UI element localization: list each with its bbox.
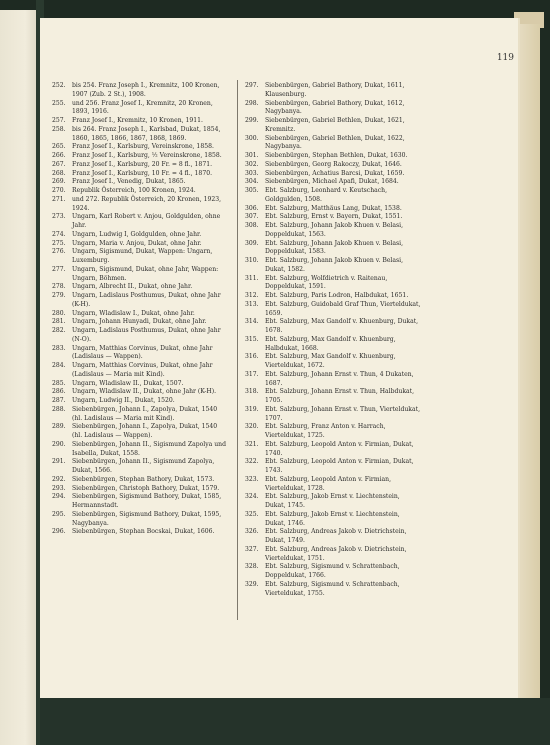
entry-number: 317. bbox=[245, 370, 259, 378]
entry-text: Siebenbürgen, Stephan Bathory, Dukat, 1573. bbox=[72, 475, 215, 483]
entry-text: Siebenbürgen, Georg Rakoczy, Dukat, 1646. bbox=[265, 160, 402, 168]
catalog-entry bbox=[52, 196, 228, 214]
catalog-entry bbox=[245, 187, 421, 205]
catalog-entry bbox=[52, 292, 228, 310]
catalog-entry bbox=[52, 493, 228, 511]
entry-number: 295. bbox=[52, 510, 66, 518]
catalog-entry bbox=[245, 117, 421, 135]
entry-number: 310. bbox=[245, 257, 259, 264]
entry-number: 273. bbox=[52, 213, 66, 221]
entry-number: 252. bbox=[52, 82, 66, 89]
page-number: 119 bbox=[496, 53, 514, 63]
entry-text: Ungarn, Wladislaw II., Dukat, ohne Jahr (K-H). bbox=[72, 388, 217, 396]
entry-number: 289. bbox=[52, 423, 66, 431]
entry-text: und 256. Franz Josef I., Kremnitz, 20 Kronen, 1893, 1916. bbox=[72, 99, 213, 116]
catalog-entry bbox=[52, 283, 228, 292]
entry-number: 313. bbox=[245, 300, 259, 308]
catalog-entry bbox=[52, 126, 228, 144]
entry-number: 325. bbox=[245, 510, 259, 518]
entry-text: Ebt. Salzburg, Leopold Anton v. Firmian, Dukat, 1743. bbox=[265, 458, 414, 474]
entry-number: 322. bbox=[245, 458, 259, 466]
entry-number: 305. bbox=[245, 187, 259, 194]
entry-number: 296. bbox=[52, 528, 66, 536]
catalog-entry bbox=[52, 231, 228, 240]
catalog-entry bbox=[52, 397, 228, 406]
entry-number: 278. bbox=[52, 283, 66, 291]
catalog-entry bbox=[52, 441, 228, 459]
table-surface bbox=[40, 698, 550, 745]
entry-number: 286. bbox=[52, 388, 66, 396]
catalog-entry bbox=[52, 213, 228, 231]
catalog-entry bbox=[245, 205, 421, 214]
entry-text: Franz Josef I., Kremnitz, 10 Kronen, 1911. bbox=[72, 117, 203, 124]
entry-number: 316. bbox=[245, 353, 259, 361]
entry-text: Ebt. Salzburg, Johann Ernst v. Thun, Vierteldukat, 1707. bbox=[265, 405, 421, 422]
entry-text: Ungarn, Ludwig II., Dukat, 1520. bbox=[72, 397, 175, 404]
entry-text: Ungarn, Ludwig I, Goldgulden, ohne Jahr. bbox=[72, 230, 202, 238]
entry-number: 301. bbox=[245, 152, 259, 159]
entry-number: 312. bbox=[245, 292, 259, 299]
entry-number: 293. bbox=[52, 484, 66, 492]
entry-text: Ungarn, Sigismund, Dukat, Wappen: Ungarn, Luxemburg. bbox=[72, 248, 213, 264]
entry-text: Franz Josef I., Karlsburg, 20 Fr. = 8 fl., 1871. bbox=[72, 160, 213, 168]
catalog-entry bbox=[245, 161, 421, 170]
catalog-entry bbox=[52, 178, 228, 187]
entry-number: 267. bbox=[52, 160, 66, 168]
entry-number: 307. bbox=[245, 213, 259, 221]
catalog-entry bbox=[245, 170, 421, 179]
catalog-entry bbox=[52, 406, 228, 424]
catalog-entry bbox=[245, 493, 421, 511]
entry-text: Siebenbürgen, Stephan Bethlen, Dukat, 1630. bbox=[265, 152, 408, 159]
catalog-entry bbox=[245, 441, 421, 459]
entry-number: 319. bbox=[245, 405, 259, 413]
entry-text: Ebt. Salzburg, Max Gandolf v. Khuenburg, Vierteldukat, 1672. bbox=[265, 353, 396, 369]
entry-text: Ungarn, Johann Hunyadi, Dukat, ohne Jahr. bbox=[72, 318, 207, 326]
entry-number: 283. bbox=[52, 344, 66, 352]
page-stack-edge bbox=[518, 24, 540, 704]
entry-text: Franz Josef I., Venedig, Dukat, 1865. bbox=[72, 178, 186, 186]
entry-text: Ebt. Salzburg, Johann Ernst v. Thun, 4 Dukaten, 1687. bbox=[265, 370, 414, 387]
entry-number: 255. bbox=[52, 99, 66, 107]
catalog-entry bbox=[52, 362, 228, 380]
entry-text: Ebt. Salzburg, Andreas Jakob v. Dietrichstein, Dukat, 1749. bbox=[265, 528, 407, 544]
catalog-entry bbox=[52, 117, 228, 126]
entry-number: 287. bbox=[52, 397, 66, 404]
entry-number: 309. bbox=[245, 239, 259, 247]
catalog-entry bbox=[52, 485, 228, 494]
entry-number: 279. bbox=[52, 292, 66, 299]
entry-number: 303. bbox=[245, 169, 259, 177]
entry-text: Siebenbürgen, Johann II., Sigismund Zapolya und Isabella, Dukat, 1558. bbox=[72, 440, 227, 457]
entry-text: Siebenbürgen, Gabriel Bathory, Dukat, 1612, Nagybanya. bbox=[265, 99, 405, 116]
catalog-entry bbox=[52, 476, 228, 485]
catalog-entry bbox=[245, 528, 421, 546]
entry-text: Siebenbürgen, Michael Apafi, Dukat, 1684. bbox=[265, 178, 399, 186]
entry-number: 281. bbox=[52, 318, 66, 326]
entry-text: Siebenbürgen, Christoph Bathory, Dukat, 1579. bbox=[72, 484, 220, 492]
entry-text: Franz Josef I., Karlsburg, 10 Fr. = 4 fl., 1870. bbox=[72, 169, 213, 177]
entry-number: 324. bbox=[245, 493, 259, 501]
entry-number: 257. bbox=[52, 117, 66, 124]
entry-text: Ungarn, Ladislaus Posthumus, Dukat, ohne Jahr (N-O). bbox=[72, 327, 221, 343]
catalog-entry bbox=[245, 458, 421, 476]
catalog-entry bbox=[52, 82, 228, 100]
entry-text: Siebenbürgen, Johann II., Sigismund Zapolya, Dukat, 1566. bbox=[72, 458, 215, 474]
catalog-entry bbox=[245, 178, 421, 187]
entry-number: 329. bbox=[245, 580, 259, 588]
entry-number: 304. bbox=[245, 178, 259, 186]
catalog-entry bbox=[52, 152, 228, 161]
entry-text: Ungarn, Matthias Corvinus, Dukat, ohne Jahr (Ladislaus — Wappen). bbox=[72, 344, 213, 361]
entry-text: Siebenbürgen, Johann I., Zapolya, Dukat, 1540 (hl. Ladislaus — Maria mit Kind). bbox=[72, 405, 218, 422]
entry-text: Siebenbürgen, Gabriel Bathory, Dukat, 1611, Klausenburg. bbox=[265, 82, 405, 98]
entry-number: 280. bbox=[52, 309, 66, 317]
catalog-entry bbox=[52, 187, 228, 196]
catalog-entry bbox=[245, 100, 421, 118]
catalog-entry bbox=[245, 353, 421, 371]
entry-text: Ebt. Salzburg, Max Gandolf v. Khuenburg, Halbdukat, 1668. bbox=[265, 335, 396, 352]
entry-number: 327. bbox=[245, 545, 259, 553]
entry-text: Ebt. Salzburg, Ernst v. Bayern, Dukat, 1551. bbox=[265, 213, 403, 221]
catalog-entry bbox=[245, 240, 421, 258]
entry-number: 306. bbox=[245, 204, 259, 212]
entry-text: Ebt. Salzburg, Franz Anton v. Harrach, Vierteldukat, 1725. bbox=[265, 423, 386, 439]
entry-text: Ebt. Salzburg, Max Gandolf v. Khuenburg, Dukat, 1678. bbox=[265, 318, 419, 334]
entry-text: Ebt. Salzburg, Wolfdietrich v. Raitenau, Doppeldukat, 1591. bbox=[265, 274, 388, 291]
entry-number: 323. bbox=[245, 475, 259, 483]
catalog-entry bbox=[245, 222, 421, 240]
catalog-entry bbox=[245, 257, 421, 275]
entry-number: 269. bbox=[52, 178, 66, 186]
catalog-entry bbox=[245, 581, 421, 599]
entry-number: 315. bbox=[245, 335, 259, 343]
entry-number: 311. bbox=[245, 274, 259, 282]
catalog-entry bbox=[245, 135, 421, 153]
catalog-entry bbox=[52, 528, 228, 537]
entry-text: Ebt. Salzburg, Johann Jakob Khuen v. Belasi, Doppeldukat, 1583. bbox=[265, 239, 404, 256]
entry-text: Ebt. Salzburg, Sigismund v. Schrattenbach, Doppeldukat, 1766. bbox=[265, 563, 400, 579]
entry-number: 265. bbox=[52, 143, 66, 151]
entry-text: Ebt. Salzburg, Paris Lodron, Halbdukat, 1651. bbox=[265, 292, 409, 299]
entry-text: Ebt. Salzburg, Andreas Jakob v. Dietrichstein, Vierteldukat, 1751. bbox=[265, 545, 407, 562]
entry-text: und 272. Republik Österreich, 20 Kronen, 1923, 1924. bbox=[72, 195, 222, 212]
entry-number: 320. bbox=[245, 423, 259, 431]
entry-text: Republik Österreich, 100 Kronen, 1924. bbox=[72, 187, 196, 194]
entry-text: Ungarn, Wladislaw II., Dukat, 1507. bbox=[72, 379, 184, 387]
entry-number: 282. bbox=[52, 327, 66, 334]
catalog-entry bbox=[52, 100, 228, 118]
entry-number: 290. bbox=[52, 440, 66, 448]
entry-number: 302. bbox=[245, 160, 259, 168]
entry-number: 285. bbox=[52, 379, 66, 387]
entry-number: 292. bbox=[52, 475, 66, 483]
entry-text: Ebt. Salzburg, Johann Jakob Khuen v. Belasi, Doppeldukat, 1563. bbox=[265, 222, 404, 238]
entry-text: Ungarn, Karl Robert v. Anjou, Goldgulden, ohne Jahr. bbox=[72, 213, 221, 229]
catalog-entry bbox=[52, 266, 228, 284]
entry-number: 326. bbox=[245, 528, 259, 536]
catalog-entry bbox=[52, 458, 228, 476]
catalog-entry bbox=[245, 423, 421, 441]
entry-text: Siebenbürgen, Achatius Barcsi, Dukat, 1659. bbox=[265, 169, 405, 177]
entry-text: Ebt. Salzburg, Guidobald Graf Thun, Vierteldukat, 1659. bbox=[265, 300, 421, 317]
entry-number: 299. bbox=[245, 117, 259, 124]
catalog-entry bbox=[52, 161, 228, 170]
catalog-entry bbox=[245, 511, 421, 529]
catalog-entry bbox=[52, 170, 228, 179]
catalog-entry bbox=[52, 380, 228, 389]
catalog-entry bbox=[245, 301, 421, 319]
entry-number: 294. bbox=[52, 493, 66, 501]
entry-text: Siebenbürgen, Sigismund Bathory, Dukat, 1585, Hermannstadt. bbox=[72, 493, 222, 509]
catalog-entry bbox=[52, 143, 228, 152]
entry-number: 258. bbox=[52, 125, 66, 133]
catalog-entry bbox=[245, 476, 421, 494]
catalog-entry bbox=[52, 327, 228, 345]
entry-number: 268. bbox=[52, 169, 66, 177]
entry-number: 284. bbox=[52, 362, 66, 369]
entry-number: 291. bbox=[52, 458, 66, 466]
entry-text: Ungarn, Matthias Corvinus, Dukat, ohne Jahr (Ladislaus — Maria mit Kind). bbox=[72, 362, 213, 378]
entry-number: 321. bbox=[245, 440, 259, 448]
entry-number: 298. bbox=[245, 99, 259, 107]
catalog-entry bbox=[52, 240, 228, 249]
catalog-entry bbox=[245, 152, 421, 161]
entry-number: 275. bbox=[52, 239, 66, 247]
entry-number: 277. bbox=[52, 265, 66, 273]
entry-number: 270. bbox=[52, 187, 66, 194]
entry-text: Ebt. Salzburg, Jakob Ernst v. Liechtenstein, Dukat, 1746. bbox=[265, 510, 400, 527]
entry-text: Ebt. Salzburg, Johann Jakob Khuen v. Belasi, Dukat, 1582. bbox=[265, 257, 404, 273]
entry-text: Ungarn, Wladislaw I., Dukat, ohne Jahr. bbox=[72, 309, 195, 317]
entry-text: Ebt. Salzburg, Johann Ernst v. Thun, Halbdukat, 1705. bbox=[265, 388, 415, 404]
catalog-entry bbox=[52, 511, 228, 529]
entry-text: Ungarn, Maria v. Anjou, Dukat, ohne Jahr. bbox=[72, 239, 202, 247]
catalog-entry bbox=[52, 345, 228, 363]
entry-text: Siebenbürgen, Stephan Bocskai, Dukat, 1606. bbox=[72, 528, 215, 536]
catalog-entry bbox=[245, 563, 421, 581]
catalog-entry bbox=[245, 318, 421, 336]
entry-number: 314. bbox=[245, 318, 259, 326]
catalog-entry bbox=[245, 275, 421, 293]
entry-number: 271. bbox=[52, 195, 66, 203]
column-divider bbox=[237, 80, 238, 620]
entry-number: 308. bbox=[245, 222, 259, 229]
catalog-entry bbox=[52, 318, 228, 327]
entry-text: Siebenbürgen, Sigismund Bathory, Dukat, 1595, Nagybanya. bbox=[72, 510, 222, 527]
entry-text: Siebenbürgen, Johann I., Zapolya, Dukat, 1540 (hl. Ladislaus — Wappen). bbox=[72, 423, 218, 439]
entry-text: Ungarn, Ladislaus Posthumus, Dukat, ohne Jahr (K-H). bbox=[72, 292, 221, 308]
entry-number: 288. bbox=[52, 405, 66, 413]
catalog-entry bbox=[245, 546, 421, 564]
entry-text: Ungarn, Sigismund, Dukat, ohne Jahr, Wappen: Ungarn, Böhmen. bbox=[72, 265, 219, 282]
entry-text: Ebt. Salzburg, Leonhard v. Keutschach, Goldgulden, 1508. bbox=[265, 187, 388, 203]
entry-number: 328. bbox=[245, 563, 259, 571]
entry-text: Franz Josef I., Karlsburg, ½ Vereinskrone, 1858. bbox=[72, 152, 222, 159]
entry-text: Franz Josef I., Karlsburg, Vereinskrone, 1858. bbox=[72, 143, 214, 151]
right-column bbox=[245, 82, 421, 598]
entry-number: 276. bbox=[52, 248, 66, 256]
entry-number: 318. bbox=[245, 388, 259, 396]
catalog-entry bbox=[52, 248, 228, 266]
entry-text: Siebenbürgen, Gabriel Bethlen, Dukat, 1622, Nagybanya. bbox=[265, 134, 405, 151]
entry-text: Ebt. Salzburg, Leopold Anton v. Firmian, Dukat, 1740. bbox=[265, 440, 414, 457]
entry-number: 266. bbox=[52, 152, 66, 159]
entry-text: Ungarn, Albrecht II., Dukat, ohne Jahr. bbox=[72, 283, 193, 291]
catalog-entry bbox=[245, 82, 421, 100]
catalog-entry bbox=[52, 388, 228, 397]
catalog-entry bbox=[52, 423, 228, 441]
entry-text: Ebt. Salzburg, Matthäus Lang, Dukat, 1538. bbox=[265, 204, 402, 212]
catalog-entry bbox=[245, 371, 421, 389]
entry-text: bis 254. Franz Joseph I., Kremnitz, 100 Kronen, 1907 (Zub. 2 St.), 1908. bbox=[72, 82, 220, 98]
catalog-entry bbox=[245, 336, 421, 354]
catalog-entry bbox=[245, 406, 421, 424]
catalog-entry bbox=[245, 388, 421, 406]
catalog-entry bbox=[245, 292, 421, 301]
catalog-entry bbox=[245, 213, 421, 222]
entry-number: 297. bbox=[245, 82, 259, 89]
entry-text: Ebt. Salzburg, Jakob Ernst v. Liechtenstein, Dukat, 1745. bbox=[265, 493, 400, 509]
entry-text: Ebt. Salzburg, Leopold Anton v. Firmian, Vierteldukat, 1728. bbox=[265, 475, 392, 492]
entry-number: 300. bbox=[245, 134, 259, 142]
entry-text: bis 264. Franz Joseph I., Karlsbad, Dukat, 1854, 1860, 1865, 1866, 1867, 1868, 1869. bbox=[72, 125, 221, 142]
entry-text: Ebt. Salzburg, Sigismund v. Schrattenbach, Vierteldukat, 1755. bbox=[265, 580, 400, 597]
entry-number: 274. bbox=[52, 230, 66, 238]
catalog-entry bbox=[52, 310, 228, 319]
left-column bbox=[52, 82, 228, 537]
entry-text: Siebenbürgen, Gabriel Bethlen, Dukat, 1621, Kremnitz. bbox=[265, 117, 405, 133]
